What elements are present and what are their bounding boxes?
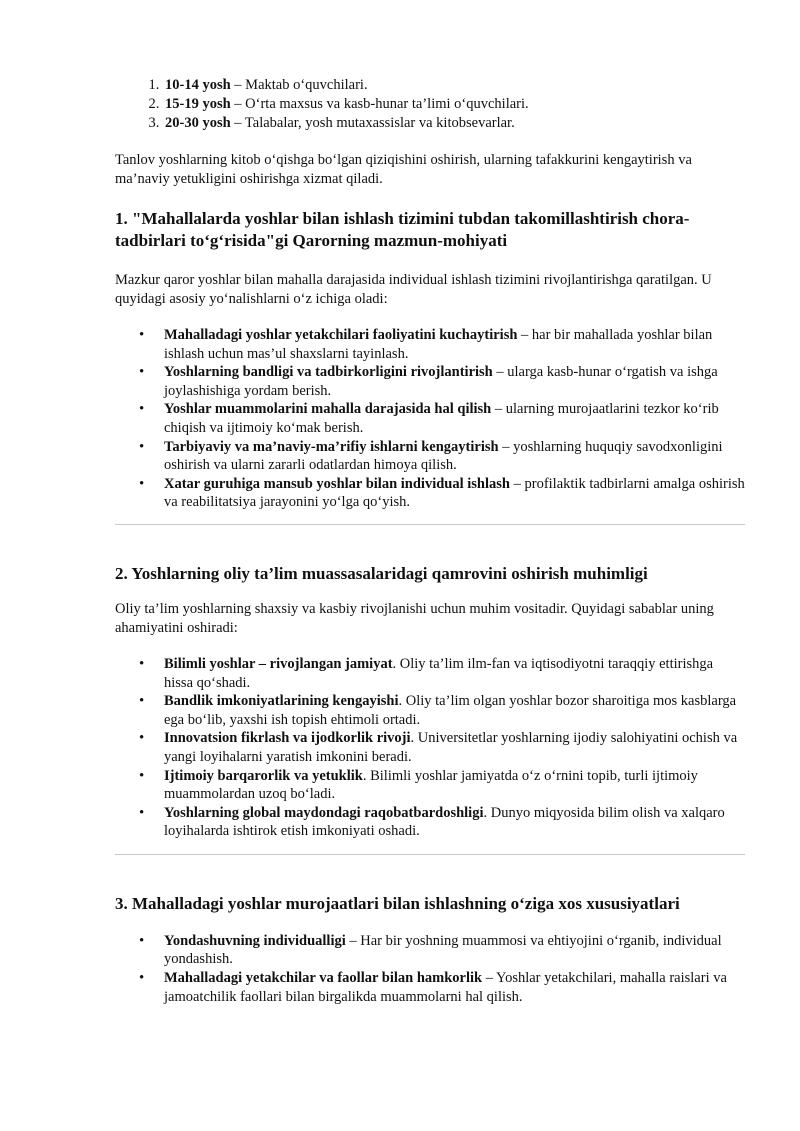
bullet-text: – ularning murojaatlarini tezkor ko‘rib chiqish va ijtimoiy ko‘mak berish. (164, 401, 719, 436)
age-group-description: – Talabalar, yosh mutaxassislar va kitobsevarlar. (230, 115, 515, 131)
document-content (115, 76, 745, 1006)
list-item (164, 475, 745, 512)
age-range: 15-19 yosh (165, 96, 231, 112)
bullet-lead: Bandlik imkoniyatlarining kengayishi (164, 693, 399, 710)
list-item (164, 363, 745, 400)
section-divider (115, 854, 745, 855)
bullet-text: – har bir mahallada yoshlar bilan ishlash uchun mas’ul shaxslarni tayinlash. (164, 327, 713, 362)
list-item (164, 804, 745, 841)
list-item (163, 76, 745, 95)
bullet-text: . Universitetlar yoshlarning ijodiy salohiyatini ochish va yangi loyihalarni yaratish imkonini beradi. (164, 730, 738, 765)
bullet-lead: Yondashuvning individualligi (164, 932, 346, 949)
bullet-lead: Yoshlarning bandligi va tadbirkorligini rivojlantirish (164, 364, 493, 381)
section2-heading: 2. Yoshlarning oliy ta’lim muassasalaridagi qamrovini oshirish muhimligi (115, 563, 648, 583)
bullet-lead: Mahalladagi yetakchilar va faollar bilan hamkorlik (164, 970, 483, 987)
bullet-lead: Mahalladagi yoshlar yetakchilari faoliyatini kuchaytirish (164, 327, 518, 343)
list-item (164, 692, 745, 729)
list-item (163, 114, 745, 133)
bullet-lead: Tarbiyaviy va ma’naviy-ma’rifiy ishlarni kengaytirish (164, 438, 499, 455)
bullet-text: . Dunyo miqyosida bilim olish va xalqaro loyihalarda ishtirok etish imkoniyati oshadi. (164, 804, 725, 840)
section1-heading: 1. "Mahallalarda yoshlar bilan ishlash tizimini tubdan takomillashtirish chora-tadbirlari to‘g‘risida"gi Qarorning mazmun-mohiyati (115, 209, 690, 250)
list-item (164, 326, 745, 363)
bullet-text: – profilaktik tadbirlarni amalga oshirish va reabilitatsiya jarayonini yo‘lga qo‘yish. (164, 475, 745, 511)
bullet-text: . Oliy ta’lim ilm-fan va iqtisodiyotni taraqqiy ettirishga hissa qo‘shadi. (164, 655, 714, 691)
bullet-text: – ularga kasb-hunar o‘rgatish va ishga joylashishiga yordam berish. (164, 364, 718, 399)
section-divider (115, 524, 745, 525)
age-range: 20-30 yosh (165, 115, 231, 131)
section1-paragraph: Mazkur qaror yoshlar bilan mahalla darajasida individual ishlash tizimini rivojlantirishga qaratilgan. U quyidagi asosiy yo‘nalishlarni o‘z ichiga oladi: (115, 272, 712, 307)
list-item (164, 932, 745, 969)
section3-bullet-list (115, 932, 745, 1006)
list-item (163, 95, 745, 114)
section2-bullet-list (115, 655, 745, 841)
list-item (164, 729, 745, 766)
bullet-lead: Innovatsion fikrlash va ijodkorlik rivoji (164, 730, 411, 747)
bullet-lead: Yoshlar muammolarini mahalla darajasida hal qilish (164, 401, 492, 418)
section1-bullet-list (115, 326, 745, 512)
bullet-text: . Oliy ta’lim olgan yoshlar bozor sharoitiga mos kasblarga ega bo‘lib, yaxshi ish topish ehtimoli ortadi. (164, 693, 737, 728)
list-item (164, 969, 745, 1006)
age-group-list (115, 76, 745, 133)
list-item (164, 400, 745, 437)
bullet-text: – Har bir yoshning muammosi va ehtiyojini o‘rganib, individual yondashish. (164, 932, 722, 968)
bullet-lead: Yoshlarning global maydondagi raqobatbardoshligi (164, 804, 484, 821)
bullet-text: . Bilimli yoshlar jamiyatda o‘z o‘rnini topib, turli ijtimoiy muammolardan uzoq bo‘ladi. (164, 767, 698, 803)
list-item (164, 438, 745, 475)
intro-paragraph: Tanlov yoshlarning kitob o‘qishga bo‘lgan qiziqishini oshirish, ularning tafakkurini kengaytirish va ma’naviy yetukligini oshirishga xizmat qiladi. (115, 152, 692, 187)
bullet-lead: Xatar guruhiga mansub yoshlar bilan individual ishlash (164, 475, 510, 492)
bullet-lead: Ijtimoiy barqarorlik va yetuklik (164, 767, 363, 784)
bullet-text: – Yoshlar yetakchilari, mahalla raislari va jamoatchilik faollari bilan birgalikda muammolarni hal qilish. (164, 970, 727, 1005)
age-range: 10-14 yosh (165, 77, 231, 93)
list-item (164, 655, 745, 692)
age-group-description: – O‘rta maxsus va kasb-hunar ta’limi o‘quvchilari. (230, 96, 529, 112)
section2-paragraph: Oliy ta’lim yoshlarning shaxsiy va kasbiy rivojlanishi uchun muhim vositadir. Quyidagi sabablar uning ahamiyatini oshiradi: (115, 600, 714, 636)
list-item (164, 767, 745, 804)
bullet-text: – yoshlarning huquqiy savodxonligini oshirish va ularni zararli odatlardan himoya qilish. (164, 438, 723, 474)
bullet-lead: Bilimli yoshlar – rivojlangan jamiyat (164, 655, 393, 672)
age-group-description: – Maktab o‘quvchilari. (230, 77, 368, 93)
section3-heading: 3. Mahalladagi yoshlar murojaatlari bilan ishlashning o‘ziga xos xususiyatlari (115, 893, 680, 913)
